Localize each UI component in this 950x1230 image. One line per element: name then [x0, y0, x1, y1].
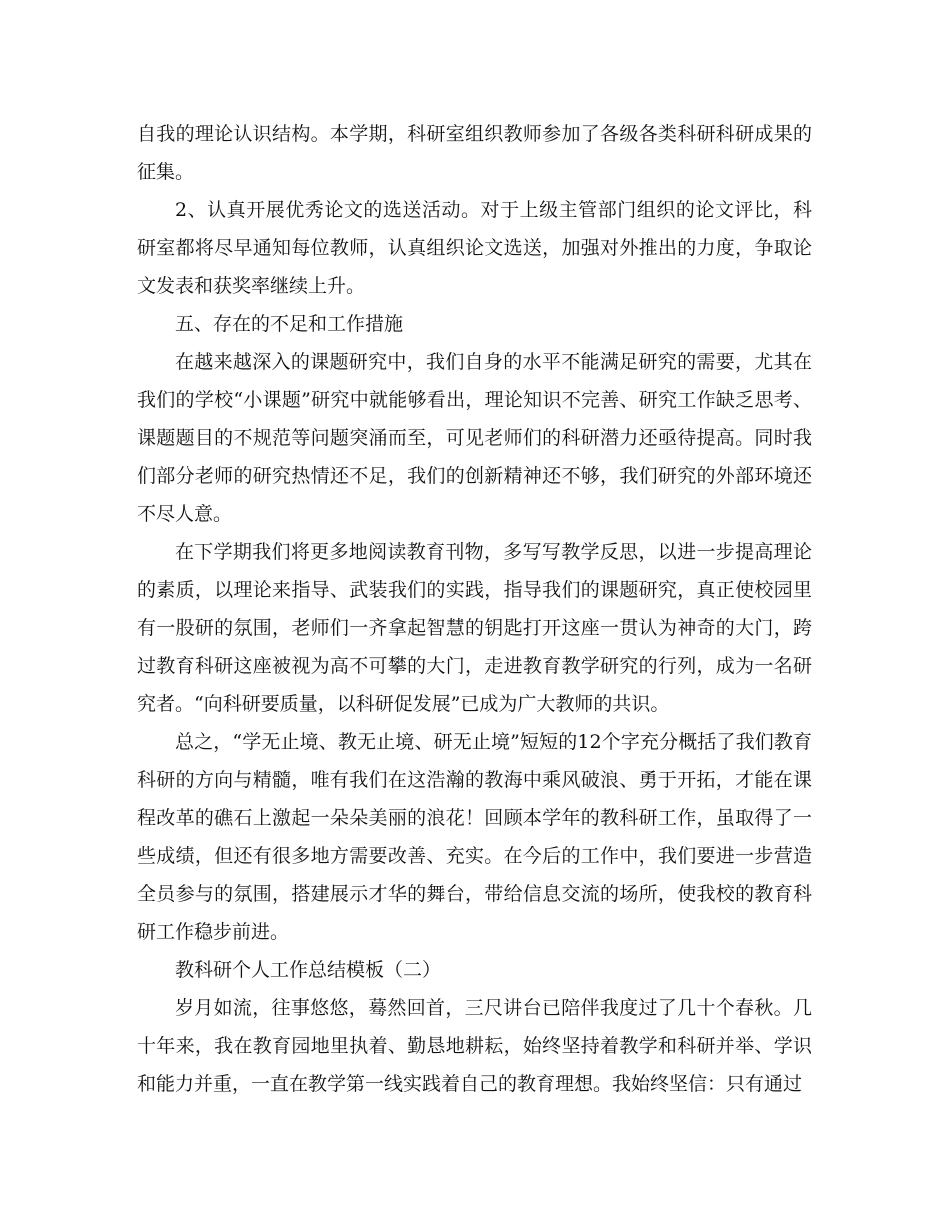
- paragraph-continuation: 自我的理论认识结构。本学期，科研室组织教师参加了各级各类科研科研成果的征集。: [137, 123, 812, 183]
- section-heading-template-two: 教科研个人工作总结模板（二）: [175, 959, 442, 981]
- document-body: [137, 115, 812, 1103]
- paragraph-research-issues: 在越来越深入的课题研究中，我们自身的水平不能满足研究的需要，尤其在我们的学校“小课题”研究中就能够看出，理论知识不完善、研究工作缺乏思考、课题题目的不规范等问题突涌而至，可见老师们的科研潜力还亟待提高。同时我们部分老师的研究热情还不足，我们的创新精神还不够，我们研究的外部环境还不尽人意。: [137, 351, 812, 525]
- paragraph-next-semester-plan: 在下学期我们将更多地阅读教育刊物，多写写教学反思，以进一步提高理论的素质，以理论来指导、武装我们的实践，指导我们的课题研究，真正使校园里有一股研的氛围，老师们一齐拿起智慧的钥匙打开这座一贯认为神奇的大门，跨过教育科研这座被视为高不可攀的大门，走进教育教学研究的行列，成为一名研究者。“向科研要质量，以科研促发展”已成为广大教师的共识。: [137, 541, 812, 715]
- paragraph-paper-selection: 2、认真开展优秀论文的选送活动。对于上级主管部门组织的论文评比，科研室都将尽早通知每位教师，认真组织论文选送，加强对外推出的力度，争取论文发表和获奖率继续上升。: [137, 199, 812, 297]
- section-heading-shortcomings: 五、存在的不足和工作措施: [175, 313, 404, 335]
- paragraph-conclusion: 总之，“学无止境、教无止境、研无止境”短短的12个字充分概括了我们教育科研的方向与精髓，唯有我们在这浩瀚的教海中乘风破浪、勇于开拓，才能在课程改革的礁石上激起一朵朵美丽的浪花！回顾本学年的教科研工作，虽取得了一些成绩，但还有很多地方需要改善、充实。在今后的工作中，我们要进一步营造全员参与的氛围，搭建展示才华的舞台，带给信息交流的场所，使我校的教育科研工作稳步前进。: [137, 731, 812, 943]
- paragraph-reflection: 岁月如流，往事悠悠，蓦然回首，三尺讲台已陪伴我度过了几十个春秋。几十年来，我在教育园地里执着、勤恳地耕耘，始终坚持着教学和科研并举、学识和能力并重，一直在教学第一线实践着自己的教育理想。我始终坚信：只有通过: [137, 997, 812, 1095]
